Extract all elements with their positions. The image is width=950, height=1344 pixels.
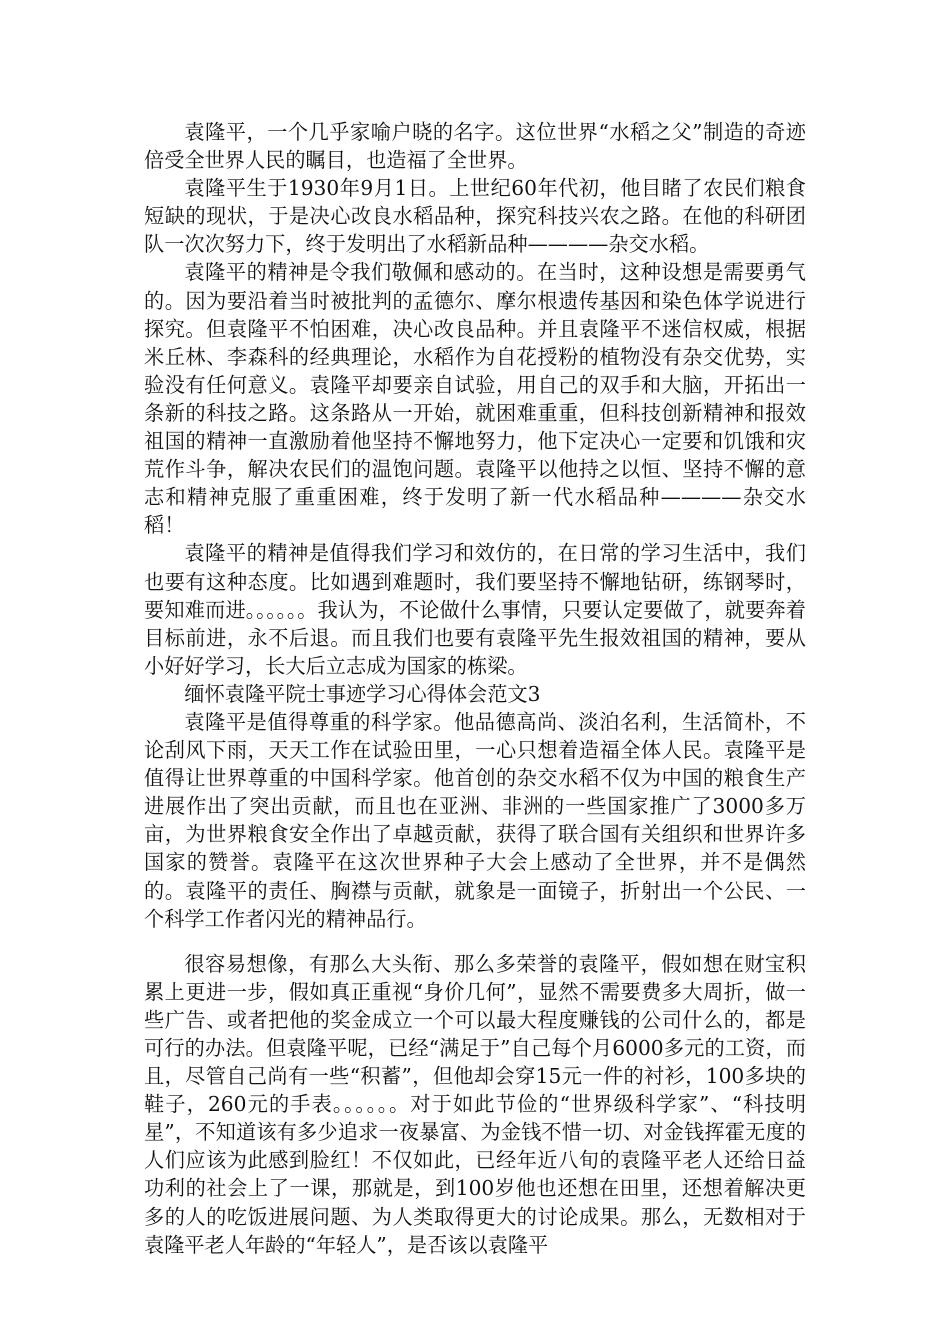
paragraph-scientist: 袁隆平是值得尊重的科学家。他品德高尚、淡泊名利，生活简朴，不论刮风下雨，天天工作在试验田里，一心只想着造福全体人民。袁隆平是值得让世界尊重的中国科学家。他首创的杂交水稻不仅为中国的粮食生产进展作出了突出贡献，而且也在亚洲、非洲的一些国家推广了3000多万亩，为世界粮食安全作出了卓越贡献，获得了联合国有关组织和世界许多国家的赞誉。袁隆平在这次世界种子大会上感动了全世界，并不是偶然的。袁隆平的责任、胸襟与贡献，就象是一面镜子，折射出一个公民、一个科学工作者闪光的精神品行。 (144, 709, 806, 931)
paragraph-birth: 袁隆平生于1930年9月1日。上世纪60年代初，他目睹了农民们粮食短缺的现状，于是决心改良水稻品种，探究科技兴农之路。在他的科研团队一次次努力下，终于发明出了水稻新品种————杂交水稻。 (144, 176, 806, 257)
paragraph-gap (144, 933, 806, 950)
section-heading: 缅怀袁隆平院士事迹学习心得体会范文3 (184, 681, 541, 706)
document-page (144, 118, 806, 1259)
paragraph-spirit: 袁隆平的精神是令我们敬佩和感动的。在当时，这种设想是需要勇气的。因为要沿着当时被批判的孟德尔、摩尔根遗传基因和染色体学说进行探究。但袁隆平不怕困难，决心改良品种。并且袁隆平不迷信权威，根据米丘林、李森科的经典理论，水稻作为自花授粉的植物没有杂交优势，实验没有任何意义。袁隆平却要亲自试验，用自己的双手和大脑，开拓出一条新的科技之路。这条路从一开始，就困难重重，但科技创新精神和报效祖国的精神一直激励着他坚持不懈地努力，他下定决心一定要和饥饿和灾荒作斗争，解决农民们的温饱问题。袁隆平以他持之以恒、坚持不懈的意志和精神克服了重重困难，终于发明了新一代水稻品种————杂交水稻！ (144, 260, 806, 538)
paragraph-frugal: 很容易想像，有那么大头衔、那么多荣誉的袁隆平，假如想在财宝积累上更进一步，假如真正重视“身价几何”，显然不需要费多大周折，做一些广告、或者把他的奖金成立一个可以最大程度赚钱的公司什么的，都是可行的办法。但袁隆平呢，已经“满足于”自己每个月6000多元的工资，而且，尽管自己尚有一些“积蓄”，但他却会穿15元一件的衬衫，100多块的鞋子，260元的手表。。。。。。对于如此节俭的“世界级科学家”、“科技明星”，不知道该有多少追求一夜暴富、为金钱不惜一切、对金钱挥霍无度的人们应该为此感到脸红！不仅如此，已经年近八旬的袁隆平老人还给日益功利的社会上了一课，那就是，到100岁他也还想在田里，还想着解决更多的人的吃饭进展问题、为人类取得更大的讨论成果。那么，无数相对于袁隆平老人年龄的“年轻人”，是否该以袁隆平 (144, 951, 806, 1257)
paragraph-learning: 袁隆平的精神是值得我们学习和效仿的，在日常的学习生活中，我们也要有这种态度。比如遇到难题时，我们要坚持不懈地钻研，练钢琴时，要知难而进。。。。。。我认为，不论做什么事情，只要认定要做了，就要奔着目标前进，永不后退。而且我们也要有袁隆平先生报效祖国的精神，要从小好好学习，长大后立志成为国家的栋梁。 (144, 541, 806, 678)
paragraph-intro: 袁隆平，一个几乎家喻户晓的名字。这位世界“水稻之父”制造的奇迹倍受全世界人民的瞩目，也造福了全世界。 (144, 120, 806, 173)
